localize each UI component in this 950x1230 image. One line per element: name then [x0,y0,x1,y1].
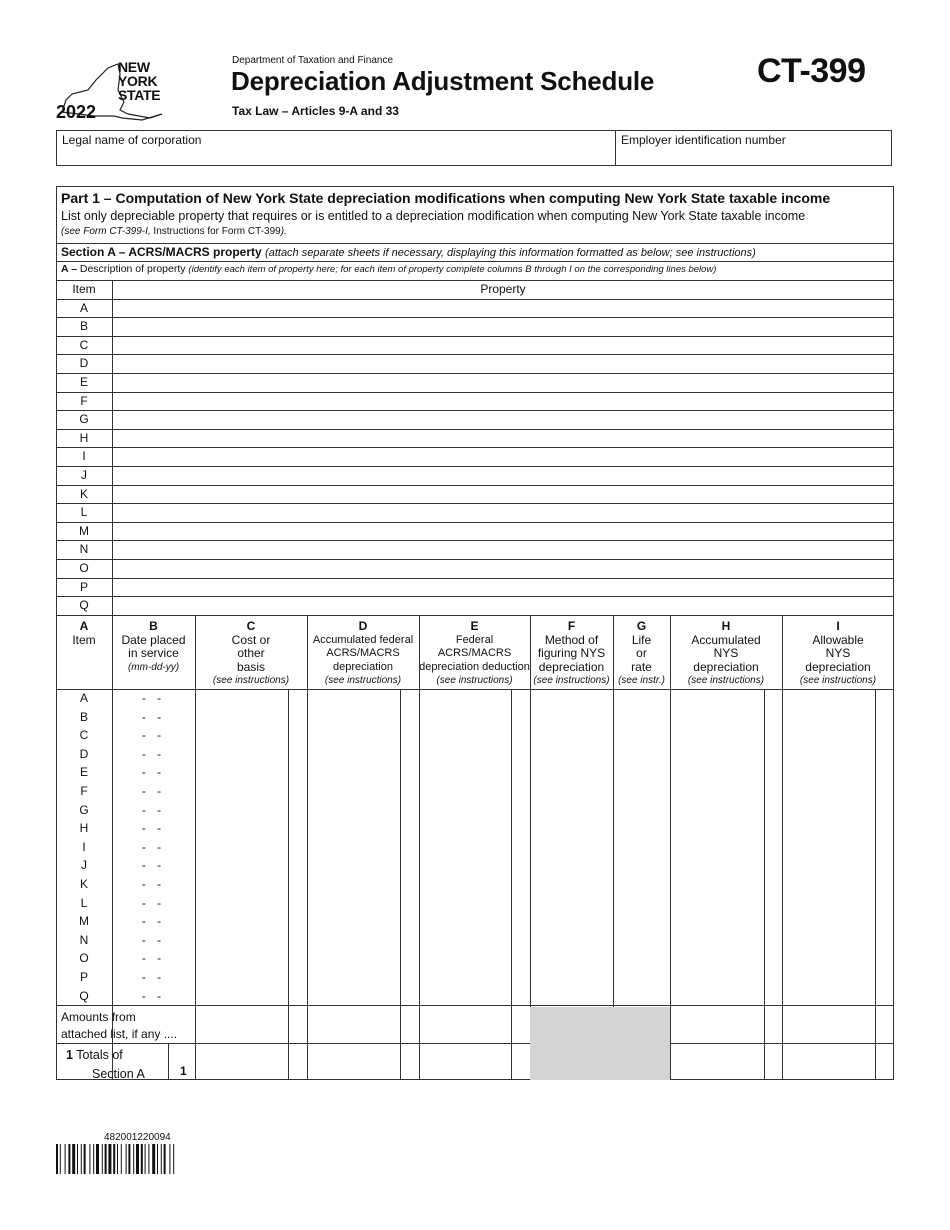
row-item-letter: Q [79,988,89,1003]
property-description-field[interactable] [113,579,893,596]
column-header-b: B Date placed in service (mm-dd-yy) [121,619,186,673]
property-item-letter: K [79,486,88,501]
section-a-heading: Section A – ACRS/MACRS property (attach separate sheets if necessary, displaying this information formatted as below; see instructions) [61,245,756,259]
property-item-letter: E [79,375,88,389]
property-description-field[interactable] [113,523,893,540]
property-item-letter: O [79,561,89,575]
date-placed-field[interactable]: - - [141,951,166,966]
date-placed-field[interactable]: - - [141,914,166,929]
barcode-icon [56,1144,240,1174]
totals-label: 1 Totals of Section A [66,1048,145,1081]
row-item-letter: J [81,858,87,873]
property-item-letter: D [79,356,89,371]
part1-note: (see Form CT-399-I, Instructions for Form CT-399). [61,226,287,237]
column-header-d: D Accumulated federal ACRS/MACRS depreciation (see instructions) [312,619,414,686]
row-item-letter: E [79,765,88,780]
row-item-letter: M [79,914,89,929]
property-description-field[interactable] [113,486,893,503]
row-item-letter: B [79,709,88,724]
property-item-header: Item [72,282,96,296]
property-item-letter: H [79,430,89,445]
property-item-letter: Q [79,598,89,613]
property-description-field[interactable] [113,504,893,521]
column-header-f: F Method of figuring NYS depreciation (see instructions) [533,619,610,686]
property-description-field[interactable] [113,430,893,447]
date-placed-field[interactable]: - - [141,970,166,984]
property-description-field[interactable] [113,467,893,484]
column-header-h: H Accumulated NYS depreciation (see instructions) [687,619,765,686]
property-item-letter: N [79,542,89,557]
date-placed-field[interactable]: - - [141,932,166,947]
column-header-g: G Life or rate (see instr.) [618,619,665,686]
property-description-field[interactable] [113,355,893,372]
date-placed-field[interactable]: - - [141,709,166,724]
date-placed-field[interactable]: - - [141,746,166,761]
property-description-field[interactable] [113,541,893,558]
logo-line: YORK [118,73,158,89]
row-item-letter: H [79,821,89,836]
row-item-letter: L [80,895,88,910]
logo-line: STATE [118,87,161,103]
description-a-heading: A – Description of property (identify each item of property here; for each item of property complete columns B through I on the corresponding lines below) [61,263,717,275]
row-item-letter: O [79,951,89,966]
property-description-field[interactable] [113,300,893,317]
row-item-letter: I [82,839,86,854]
part1-title: Part 1 – Computation of New York State depreciation modifications when computing New York State taxable income [61,190,831,206]
date-placed-field[interactable]: - - [141,728,166,743]
property-item-letter: G [79,412,89,427]
column-header-e: E Federal ACRS/MACRS depreciation deduction (see instructions) [419,619,530,686]
property-description-field[interactable] [113,448,893,465]
row-item-letter: P [79,970,88,984]
property-description-field[interactable] [113,393,893,410]
department-name: Department of Taxation and Finance [232,55,394,66]
nys-logo-text [118,60,160,102]
row-item-letter: D [79,746,89,761]
totals-line-number: 1 [180,1064,187,1078]
form-year: 2022 [56,102,97,122]
property-item-letter: P [79,579,88,594]
date-placed-field[interactable]: - - [141,839,166,854]
property-description-field[interactable] [113,597,893,614]
property-item-letter: I [82,449,86,464]
logo-line: NEW [118,59,150,75]
date-placed-field[interactable]: - - [141,802,166,817]
property-item-letter: B [79,319,88,334]
row-item-letter: N [79,932,89,947]
property-item-letter: M [79,523,89,538]
date-placed-field[interactable]: - - [141,858,166,873]
amounts-attached-label: Amounts from attached list, if any .... [61,1010,178,1041]
property-description-field[interactable] [113,411,893,428]
column-header-i: I Allowable NYS depreciation (see instructions) [799,619,877,686]
property-description-field[interactable] [113,318,893,335]
date-placed-field[interactable]: - - [141,765,166,780]
row-item-letter: K [79,877,88,891]
property-item-letter: F [80,393,88,408]
shaded-cells [530,1007,670,1080]
property-description-field[interactable] [113,560,893,577]
property-item-letter: L [80,505,88,520]
date-placed-field[interactable]: - - [141,895,166,910]
ein-field[interactable]: Employer identification number [621,133,786,147]
property-description-field[interactable] [113,374,893,391]
property-item-letter: C [79,337,89,352]
legal-name-field[interactable]: Legal name of corporation [62,133,202,147]
column-header-a: A Item [72,619,96,647]
property-description-field[interactable] [113,337,893,354]
column-header-c: C Cost or other basis (see instructions) [212,619,290,686]
date-placed-field[interactable]: - - [141,988,166,1003]
date-placed-field[interactable]: - - [141,784,166,798]
row-item-letter: A [79,691,88,705]
date-placed-field[interactable]: - - [141,821,166,836]
form-subtitle: Tax Law – Articles 9-A and 33 [232,104,399,118]
property-item-letter: A [79,300,88,315]
date-placed-field[interactable]: - - [141,877,166,891]
row-item-letter: C [79,728,89,743]
row-item-letter: F [80,784,88,798]
property-item-letter: J [81,468,87,482]
form-number: CT-399 [757,52,866,90]
part1-description: List only depreciable property that requires or is entitled to a depreciation modification when computing New York State taxable income [61,209,806,223]
barcode-number: 482001220094 [104,1132,171,1143]
form-title: Depreciation Adjustment Schedule [231,66,655,96]
row-item-letter: G [79,802,89,817]
date-placed-field[interactable]: - - [141,691,166,705]
property-header: Property [480,282,526,296]
